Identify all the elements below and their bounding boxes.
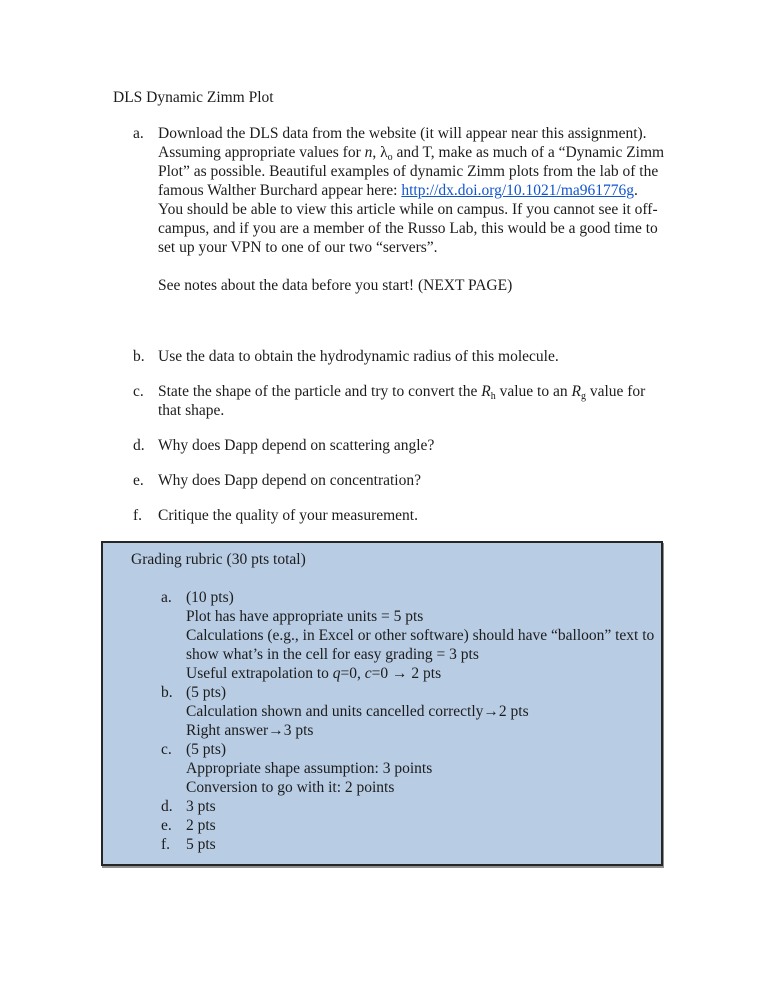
see-notes-line: See notes about the data before you start! (NEXT PAGE) [158, 277, 513, 294]
italic-variable-n: n [364, 144, 373, 161]
text-line: Appropriate shape assumption: 3 points [186, 760, 433, 777]
text-line: Calculation shown and units cancelled correctly→2 pts [186, 703, 529, 720]
text-segment: famous Walther Burchard appear here: [158, 182, 402, 199]
text-line [158, 382, 672, 401]
list-item-f [113, 506, 672, 525]
text-line: (10 pts) [186, 589, 234, 606]
rubric-item-label: e. [161, 817, 172, 834]
list-item-d [113, 436, 672, 455]
text-segment: , λ [372, 144, 388, 161]
text-line: campus, and if you are a member of the Russo Lab, this would be a good time to [158, 220, 658, 237]
text-segment: . [634, 182, 638, 199]
rubric-item-content [186, 816, 653, 835]
item-content [158, 382, 672, 420]
text-segment: Assuming appropriate values for [158, 144, 365, 161]
text-line [186, 664, 654, 683]
rubric-item-content [186, 797, 653, 816]
text-line: You should be able to view this article while on campus. If you cannot see it off- [158, 201, 658, 218]
lambda-subscript: o [387, 152, 393, 163]
rubric-item-f [131, 835, 653, 854]
rubric-item-content [186, 588, 654, 683]
text-line [158, 143, 672, 162]
rubric-item-label: c. [161, 741, 172, 758]
text-line: 2 pts [186, 817, 216, 834]
text-line: Conversion to go with it: 2 points [186, 779, 395, 796]
italic-variable-Rg: R [571, 383, 581, 400]
rubric-item-label: b. [161, 684, 173, 701]
item-content [158, 506, 672, 525]
text-segment: and T, make as much of a “Dynamic Zimm [392, 144, 665, 161]
list-item-b [113, 347, 672, 366]
text-line: 5 pts [186, 836, 216, 853]
rubric-item-c [131, 740, 653, 797]
text-segment: =0, [340, 665, 365, 682]
rubric-title: Grading rubric (30 pts total) [131, 551, 306, 568]
text-line: show what’s in the cell for easy grading = 3 pts [186, 646, 479, 663]
rubric-item-b [131, 683, 653, 740]
list-item-a [113, 124, 672, 331]
rubric-item-e [131, 816, 653, 835]
text-line: 3 pts [186, 798, 216, 815]
text-line [158, 181, 672, 200]
italic-variable-q: q [332, 665, 341, 682]
text-segment: =0 → 2 pts [371, 665, 442, 682]
item-label: c. [133, 383, 144, 400]
text-line: Download the DLS data from the website (it will appear near this assignment). [158, 125, 647, 142]
text-segment: Useful extrapolation to [186, 665, 333, 682]
grading-rubric-box [101, 541, 663, 866]
text-line: Right answer→3 pts [186, 722, 314, 739]
rubric-item-content [186, 740, 653, 797]
text-line: (5 pts) [186, 741, 227, 758]
rubric-item-label: d. [161, 798, 173, 815]
item-label: d. [133, 437, 145, 454]
rubric-item-content [186, 835, 653, 854]
text-line: set up your VPN to one of our two “servers”. [158, 239, 438, 256]
italic-variable-c: c [364, 665, 372, 682]
rubric-item-a [131, 588, 653, 683]
text-segment: State the shape of the particle and try to convert the [158, 383, 482, 400]
text-line: that shape. [158, 402, 225, 419]
rubric-item-label: f. [161, 836, 171, 853]
text-line: Use the data to obtain the hydrodynamic radius of this molecule. [158, 348, 559, 365]
text-line: Plot has have appropriate units = 5 pts [186, 608, 424, 625]
doi-link[interactable]: http://dx.doi.org/10.1021/ma961776g [401, 182, 635, 199]
item-label: e. [133, 472, 144, 489]
item-content [158, 124, 672, 331]
item-content [158, 471, 672, 490]
text-line: (5 pts) [186, 684, 227, 701]
text-line: Plot” as possible. Beautiful examples of dynamic Zimm plots from the lab of the [158, 163, 659, 180]
text-segment: value to an [495, 383, 572, 400]
rubric-item-content [186, 683, 653, 740]
item-label: a. [133, 125, 144, 142]
page-title: DLS Dynamic Zimm Plot [113, 89, 274, 106]
subscript-h: h [490, 391, 496, 402]
item-content [158, 436, 672, 455]
item-label: f. [133, 507, 143, 524]
text-line: Why does Dapp depend on concentration? [158, 472, 421, 489]
list-item-c [113, 382, 672, 420]
italic-variable-Rh: R [481, 383, 491, 400]
text-line: Calculations (e.g., in Excel or other software) should have “balloon” text to [186, 627, 655, 644]
rubric-item-d [131, 797, 653, 816]
rubric-item-label: a. [161, 589, 172, 606]
item-label: b. [133, 348, 145, 365]
subscript-g: g [580, 391, 586, 402]
item-content [158, 347, 672, 366]
text-line: Critique the quality of your measurement. [158, 507, 418, 524]
text-segment: value for [585, 383, 646, 400]
list-item-e [113, 471, 672, 490]
text-line: Why does Dapp depend on scattering angle? [158, 437, 435, 454]
